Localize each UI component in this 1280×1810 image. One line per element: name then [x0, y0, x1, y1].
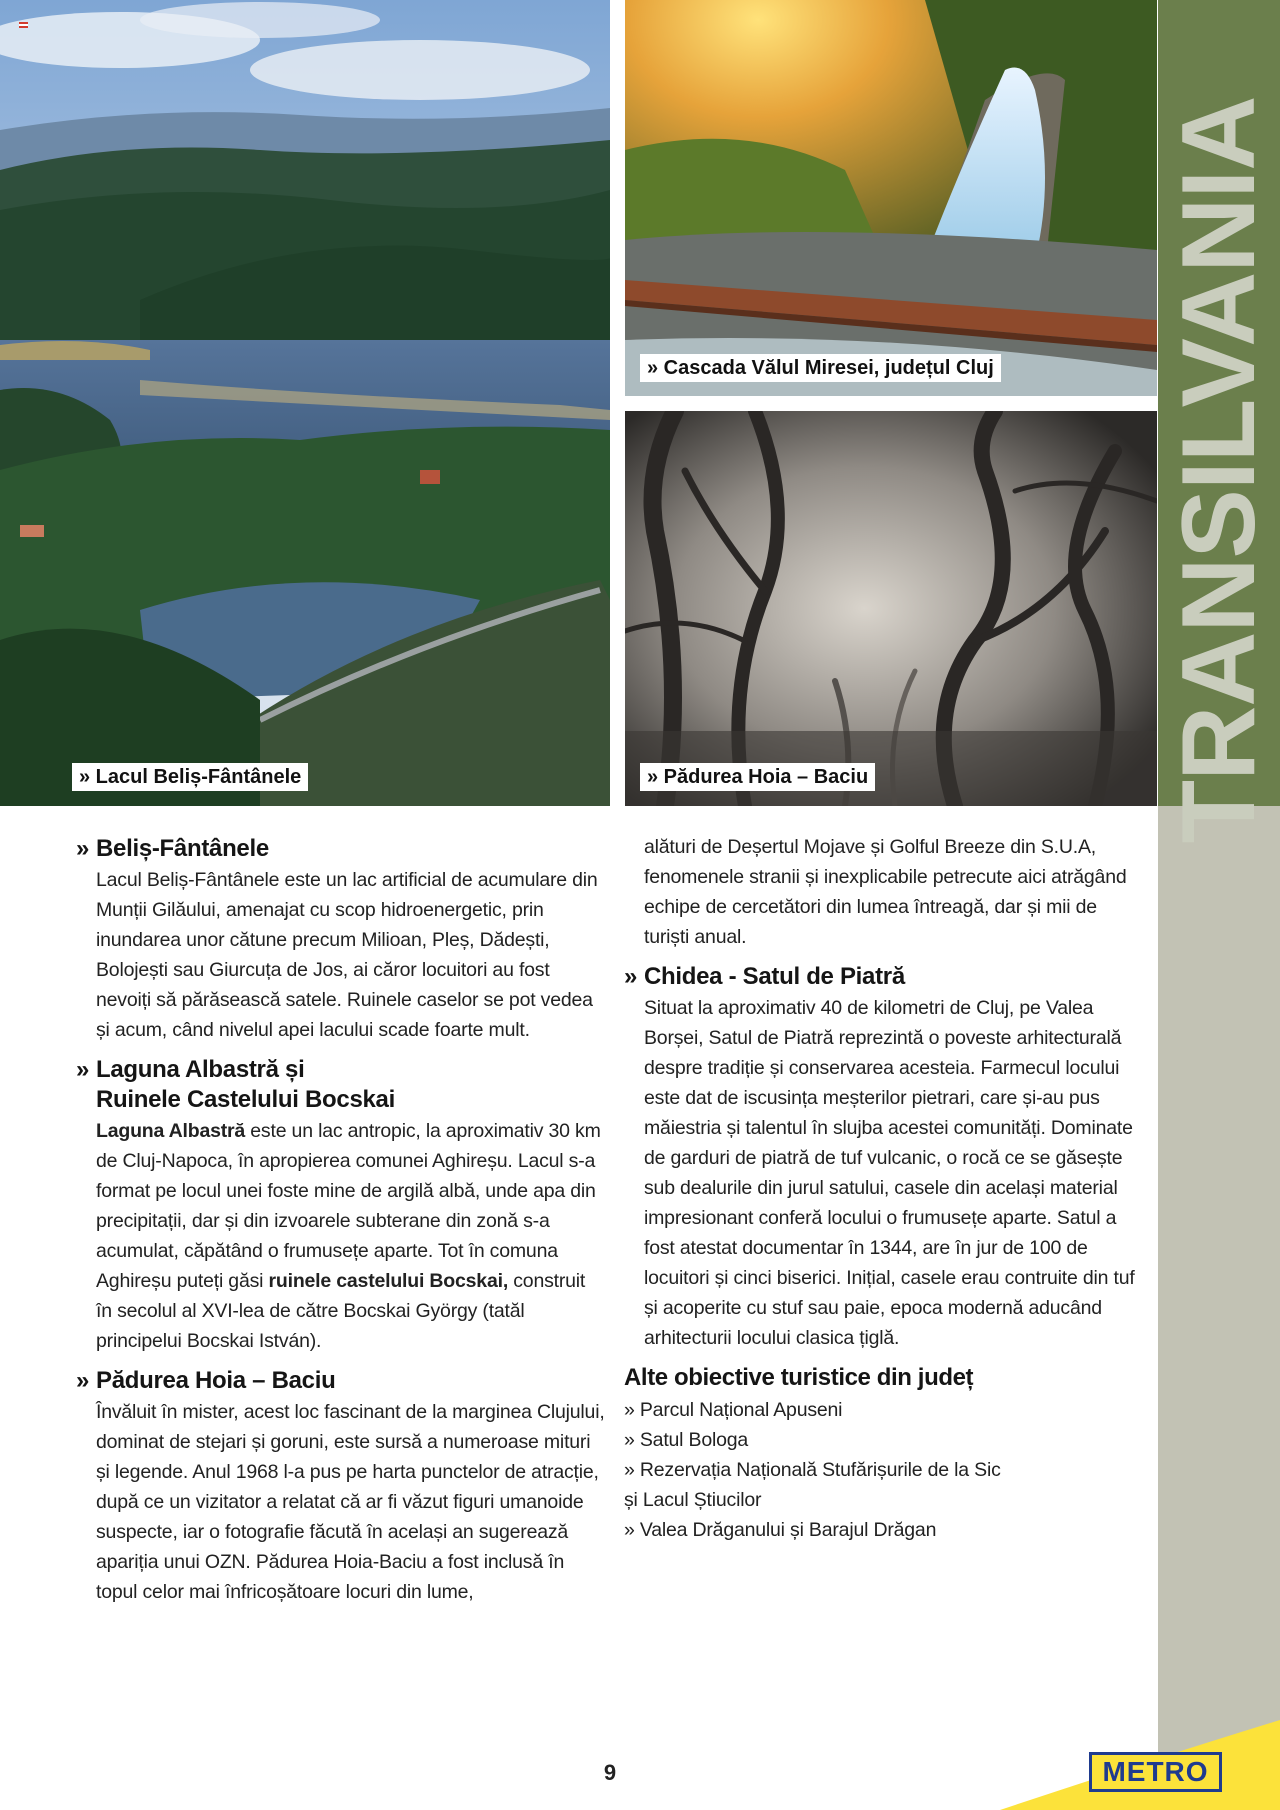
list-item: » Valea Drăganului și Barajul Drăgan: [624, 1519, 937, 1541]
text-column-left: [76, 834, 606, 1617]
photo-lacul-belis: [0, 0, 610, 806]
heading-laguna-line1: Laguna Albastră și: [96, 1056, 305, 1083]
paragraph-belis: Lacul Beliș-Fântânele este un lac artificial de acumulare din Munții Gilăului, amenajat cu scop hidroenergetic, prin inundarea unor cătune precum Milioan, Pleș, Dădești, Bolojești sau Giurcuța de Jos, ai căror locuitori au fost nevoiți să părăsească satele. Ruinele caselor se pot vedea și acum, când nivelul apei lacului scade foarte mult.: [96, 869, 598, 1041]
heading-marker: »: [624, 963, 638, 990]
heading-chidea: [624, 962, 1144, 992]
side-band-gray: [1158, 806, 1280, 1810]
heading-laguna-line2: Ruinele Castelului Bocskai: [96, 1086, 395, 1113]
text-column-right: [624, 834, 1144, 1545]
other-attractions-list: [624, 1395, 1144, 1545]
heading-hoia-text: Pădurea Hoia – Baciu: [96, 1367, 336, 1394]
heading-marker: »: [76, 1367, 90, 1394]
heading-marker: »: [76, 1056, 90, 1083]
metro-logo-text: METRO: [1102, 1756, 1209, 1787]
caption-lacul-belis: » Lacul Beliș-Fântânele: [72, 763, 308, 791]
heading-belis: [76, 834, 606, 864]
bold-laguna-albastra: Laguna Albastră: [96, 1120, 246, 1142]
metro-logo: [1089, 1752, 1222, 1792]
page-number: 9: [603, 1760, 617, 1785]
caption-padurea-hoia: » Pădurea Hoia – Baciu: [640, 763, 875, 791]
side-title: TRANSILVANIA: [1161, 96, 1277, 844]
heading-marker: »: [76, 835, 90, 862]
paragraph-chidea: Situat la aproximativ 40 de kilometri de Cluj, pe Valea Borșei, Satul de Piatră reprezintă o poveste arhitecturală despre tradiție și conservarea acesteia. Farmecul locului este dat de iscusința meșterilor pietrari, care și-au pus măiestria și talentul în slujba acestei comunități. Dominate de garduri de piatră de tuf vulcanic, o rocă ce se găsește sub dealurile din jurul satului, casele din același material impresionant conferă locului o frumusețe aparte. Satul a fost atestat documentar în 1344, are în jur de 100 de locuitori și cinci biserici. Inițial, casele erau contruite din tuf și acoperite cu stuf sau paie, epoca modernă aducând arhitecturii locului clasica țiglă.: [644, 997, 1135, 1349]
text-laguna-part1: este un lac antropic, la aproximativ 30 km de Cluj-Napoca, în apropierea comunei Aghireșu. Lacul s-a format pe locul unei foste mine de argilă albă, unde apa din precipitații, dar și din izvoarele subterane din zonă s-a acumulat, căpătând o frumusețe aparte. Tot în comuna Aghireșu puteți găsi: [96, 1120, 601, 1292]
list-item: » Rezervația Națională Stufărișurile de la Sic: [624, 1459, 1001, 1481]
photo-cascada: [625, 0, 1157, 396]
heading-laguna: [76, 1055, 606, 1115]
paragraph-laguna: [76, 1116, 606, 1356]
text-laguna-part2: construit în secolul al XVI-lea de către Bocskai György (tatăl principelui Bocskai István).: [96, 1270, 586, 1352]
paragraph-hoia: Învăluit în mister, acest loc fascinant de la marginea Clujului, dominat de stejari și goruni, este sursă a numeroase mituri și legende. Anul 1968 l-a pus pe harta punctelor de atracție, după ce un vizitator a relatat că ar fi văzut figuri umanoide suspecte, iar o fotografie făcută în același an sugerează apariția unui OZN. Pădurea Hoia-Baciu a fost inclusă în topul celor mai înfricoșătoare locuri din lume,: [96, 1401, 605, 1603]
bold-ruinele-bocskai: ruinele castelului Bocskai,: [268, 1270, 509, 1292]
heading-chidea-text: Chidea - Satul de Piatră: [644, 963, 905, 990]
list-item: » Parcul Național Apuseni: [624, 1399, 843, 1421]
heading-hoia: [76, 1366, 606, 1396]
heading-other-attractions: Alte obiective turistice din județ: [624, 1364, 974, 1391]
list-item: » Satul Bologa: [624, 1429, 749, 1451]
photo-padurea-hoia: [625, 411, 1157, 806]
caption-cascada: » Cascada Vălul Miresei, județul Cluj: [640, 354, 1001, 382]
heading-belis-text: Beliș-Fântânele: [96, 835, 269, 862]
flag-icon: [19, 22, 28, 28]
paragraph-hoia-continued: alături de Deșertul Mojave și Golful Breeze din S.U.A, fenomenele stranii și inexplicabile petrecute aici atrăgând echipe de cercetători din lumea întreagă, dar și mii de turiști anual.: [644, 836, 1127, 948]
list-item: și Lacul Știucilor: [624, 1489, 762, 1511]
